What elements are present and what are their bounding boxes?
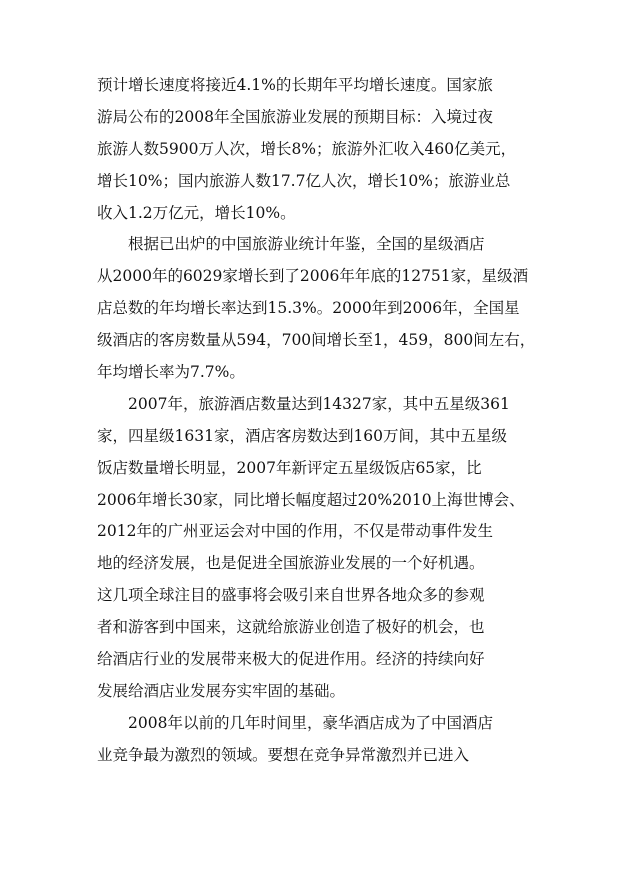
body-text (97, 70, 536, 772)
text-line: 级酒店的客房数量从594，700间增长至1，459，800间左右， (97, 331, 536, 350)
text-line: 者和游客到中国来，这就给旅游业创造了极好的机会，也 (97, 618, 485, 637)
text-line: 2008年以前的几年时间里，豪华酒店成为了中国酒店 (128, 713, 493, 732)
text-line: 根据已出炉的中国旅游业统计年鉴，全国的星级酒店 (128, 235, 485, 254)
text-line: 预计增长速度将接近4.1%的长期年平均增长速度。国家旅 (97, 76, 493, 94)
text-line: 从2000年的6029家增长到了2006年年底的12751家，星级酒 (97, 267, 529, 286)
text-line: 2007年，旅游酒店数量达到14327家，其中五星级361 (128, 394, 510, 413)
text-line: 收入1.2万亿元，增长10%。 (97, 203, 296, 222)
text-line: 年均增长率为7.7%。 (97, 363, 245, 382)
text-line: 2006年增长30家，同比增长幅度超过20%2010上海世博会、 (97, 490, 525, 509)
text-line: 家，四星级1631家，酒店客房数达到160万间，其中五星级 (97, 426, 508, 445)
text-line: 增长10%；国内旅游人数17.7亿人次，增长10%；旅游业总 (97, 171, 511, 190)
text-line: 发展给酒店业发展夯实牢固的基础。 (97, 681, 346, 700)
text-line: 2012年的广州亚运会对中国的作用，不仅是带动事件发生 (97, 522, 493, 541)
text-line: 这几项全球注目的盛事将会吸引来自世界各地众多的参观 (97, 586, 485, 605)
text-line: 旅游人数5900万人次，增长8%；旅游外汇收入460亿美元， (97, 139, 517, 158)
text-line: 店总数的年均增长率达到15.3%。2000年到2006年，全国星 (97, 299, 520, 318)
text-line: 给酒店行业的发展带来极大的促进作用。经济的持续向好 (97, 650, 485, 669)
text-line: 业竞争最为激烈的领域。要想在竞争异常激烈并已进入 (97, 745, 470, 764)
text-line: 饭店数量增长明显，2007年新评定五星级饭店65家，比 (97, 458, 482, 477)
text-line: 游局公布的2008年全国旅游业发展的预期目标：入境过夜 (97, 107, 493, 126)
text-line: 地的经济发展，也是促进全国旅游业发展的一个好机遇。 (97, 554, 485, 573)
